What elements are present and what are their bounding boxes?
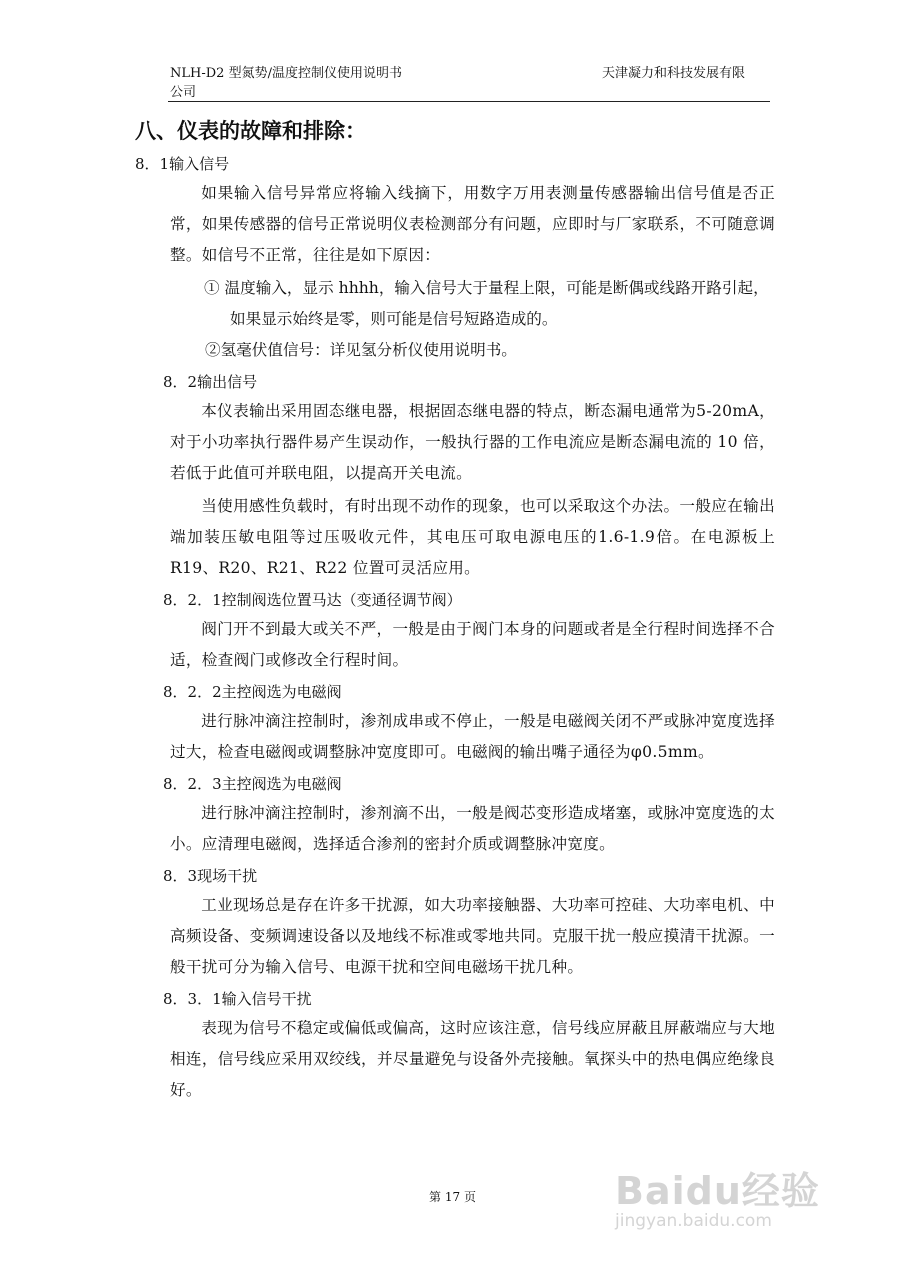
section-8-3-title: 8．3现场干扰 — [163, 867, 258, 885]
document-body — [135, 110, 775, 1108]
watermark-logo: Baidu经验 — [615, 1169, 820, 1213]
header-left — [170, 64, 440, 102]
header-doc-title: NLH-D2 型氮势/温度控制仪使用说明书 — [170, 66, 402, 81]
page-number: 第 17 页 — [429, 1190, 476, 1204]
section-8-1-paragraph: 如果输入信号异常应将输入线摘下，用数字万用表测量传感器输出信号值是否正常，如果传感器的信号正常说明仪表检测部分有问题，应即时与厂家联系，不可随意调整。如信号不正常，往往是如下原因： — [170, 184, 775, 264]
section-8-3-paragraph: 工业现场总是存在许多干扰源，如大功率接触器、大功率可控硅、大功率电机、中高频设备、变频调速设备以及地线不标准或零地共同。克服干扰一般应摸清干扰源。一般干扰可分为输入信号、电源干扰和空间电磁场干扰几种。 — [170, 896, 775, 976]
section-8-3-1-title: 8．3．1输入信号干扰 — [163, 990, 312, 1008]
watermark-url: jingyan.baidu.com — [615, 1211, 772, 1231]
header-divider — [168, 101, 770, 102]
chapter-title: 八、仪表的故障和排除： — [135, 118, 366, 143]
section-8-2-2-title: 8．2．2主控阀选为电磁阀 — [163, 683, 342, 701]
section-8-2-1-title: 8．2．1控制阀选位置马达（变通径调节阀） — [163, 591, 462, 609]
section-8-2-paragraph-2: 当使用感性负载时，有时出现不动作的现象，也可以采取这个办法。一般应在输出端加装压敏电阻等过压吸收元件，其电压可取电源电压的1.6-1.9倍。在电源板上 R19、R20、R21、R22 位置可灵活应用。 — [170, 497, 775, 577]
header-company: 天津凝力和科技发展有限 — [601, 66, 745, 81]
section-8-1-title: 8．1输入信号 — [135, 155, 230, 173]
section-8-2-3-paragraph: 进行脉冲滴注控制时，渗剂滴不出，一般是阀芯变形造成堵塞，或脉冲宽度选的太小。应清理电磁阀，选择适合渗剂的密封介质或调整脉冲宽度。 — [170, 804, 775, 853]
section-8-2-paragraph-1: 本仪表输出采用固态继电器，根据固态继电器的特点，断态漏电通常为5-20mA，对于小功率执行器件易产生误动作，一般执行器的工作电流应是断态漏电流的 10 倍，若低于此值可并联电阻，以提高开关电流。 — [170, 402, 775, 482]
section-8-2-3-title: 8．2．3主控阀选为电磁阀 — [163, 775, 342, 793]
header-company-tail: 公司 — [170, 85, 197, 100]
section-8-2-1-paragraph: 阀门开不到最大或关不严，一般是由于阀门本身的问题或者是全行程时间选择不合适，检查阀门或修改全行程时间。 — [170, 620, 775, 669]
section-8-3-1-paragraph: 表现为信号不稳定或偏低或偏高，这时应该注意，信号线应屏蔽且屏蔽端应与大地相连，信号线应采用双绞线，并尽量避免与设备外壳接触。氧探头中的热电偶应绝缘良好。 — [170, 1019, 775, 1099]
section-8-1-item-2: ②氢毫伏值信号：详见氢分析仪使用说明书。 — [205, 341, 517, 359]
section-8-2-title: 8．2输出信号 — [163, 373, 258, 391]
section-8-2-2-paragraph: 进行脉冲滴注控制时，渗剂成串或不停止，一般是电磁阀关闭不严或脉冲宽度选择过大，检查电磁阀或调整脉冲宽度即可。电磁阀的输出嘴子通径为φ0.5mm。 — [170, 712, 775, 761]
section-8-1-item-1: ① 温度输入，显示 hhhh，输入信号大于量程上限，可能是断偶或线路开路引起，如果显示始终是零，则可能是信号短路造成的。 — [204, 279, 769, 328]
watermark — [615, 1160, 845, 1230]
